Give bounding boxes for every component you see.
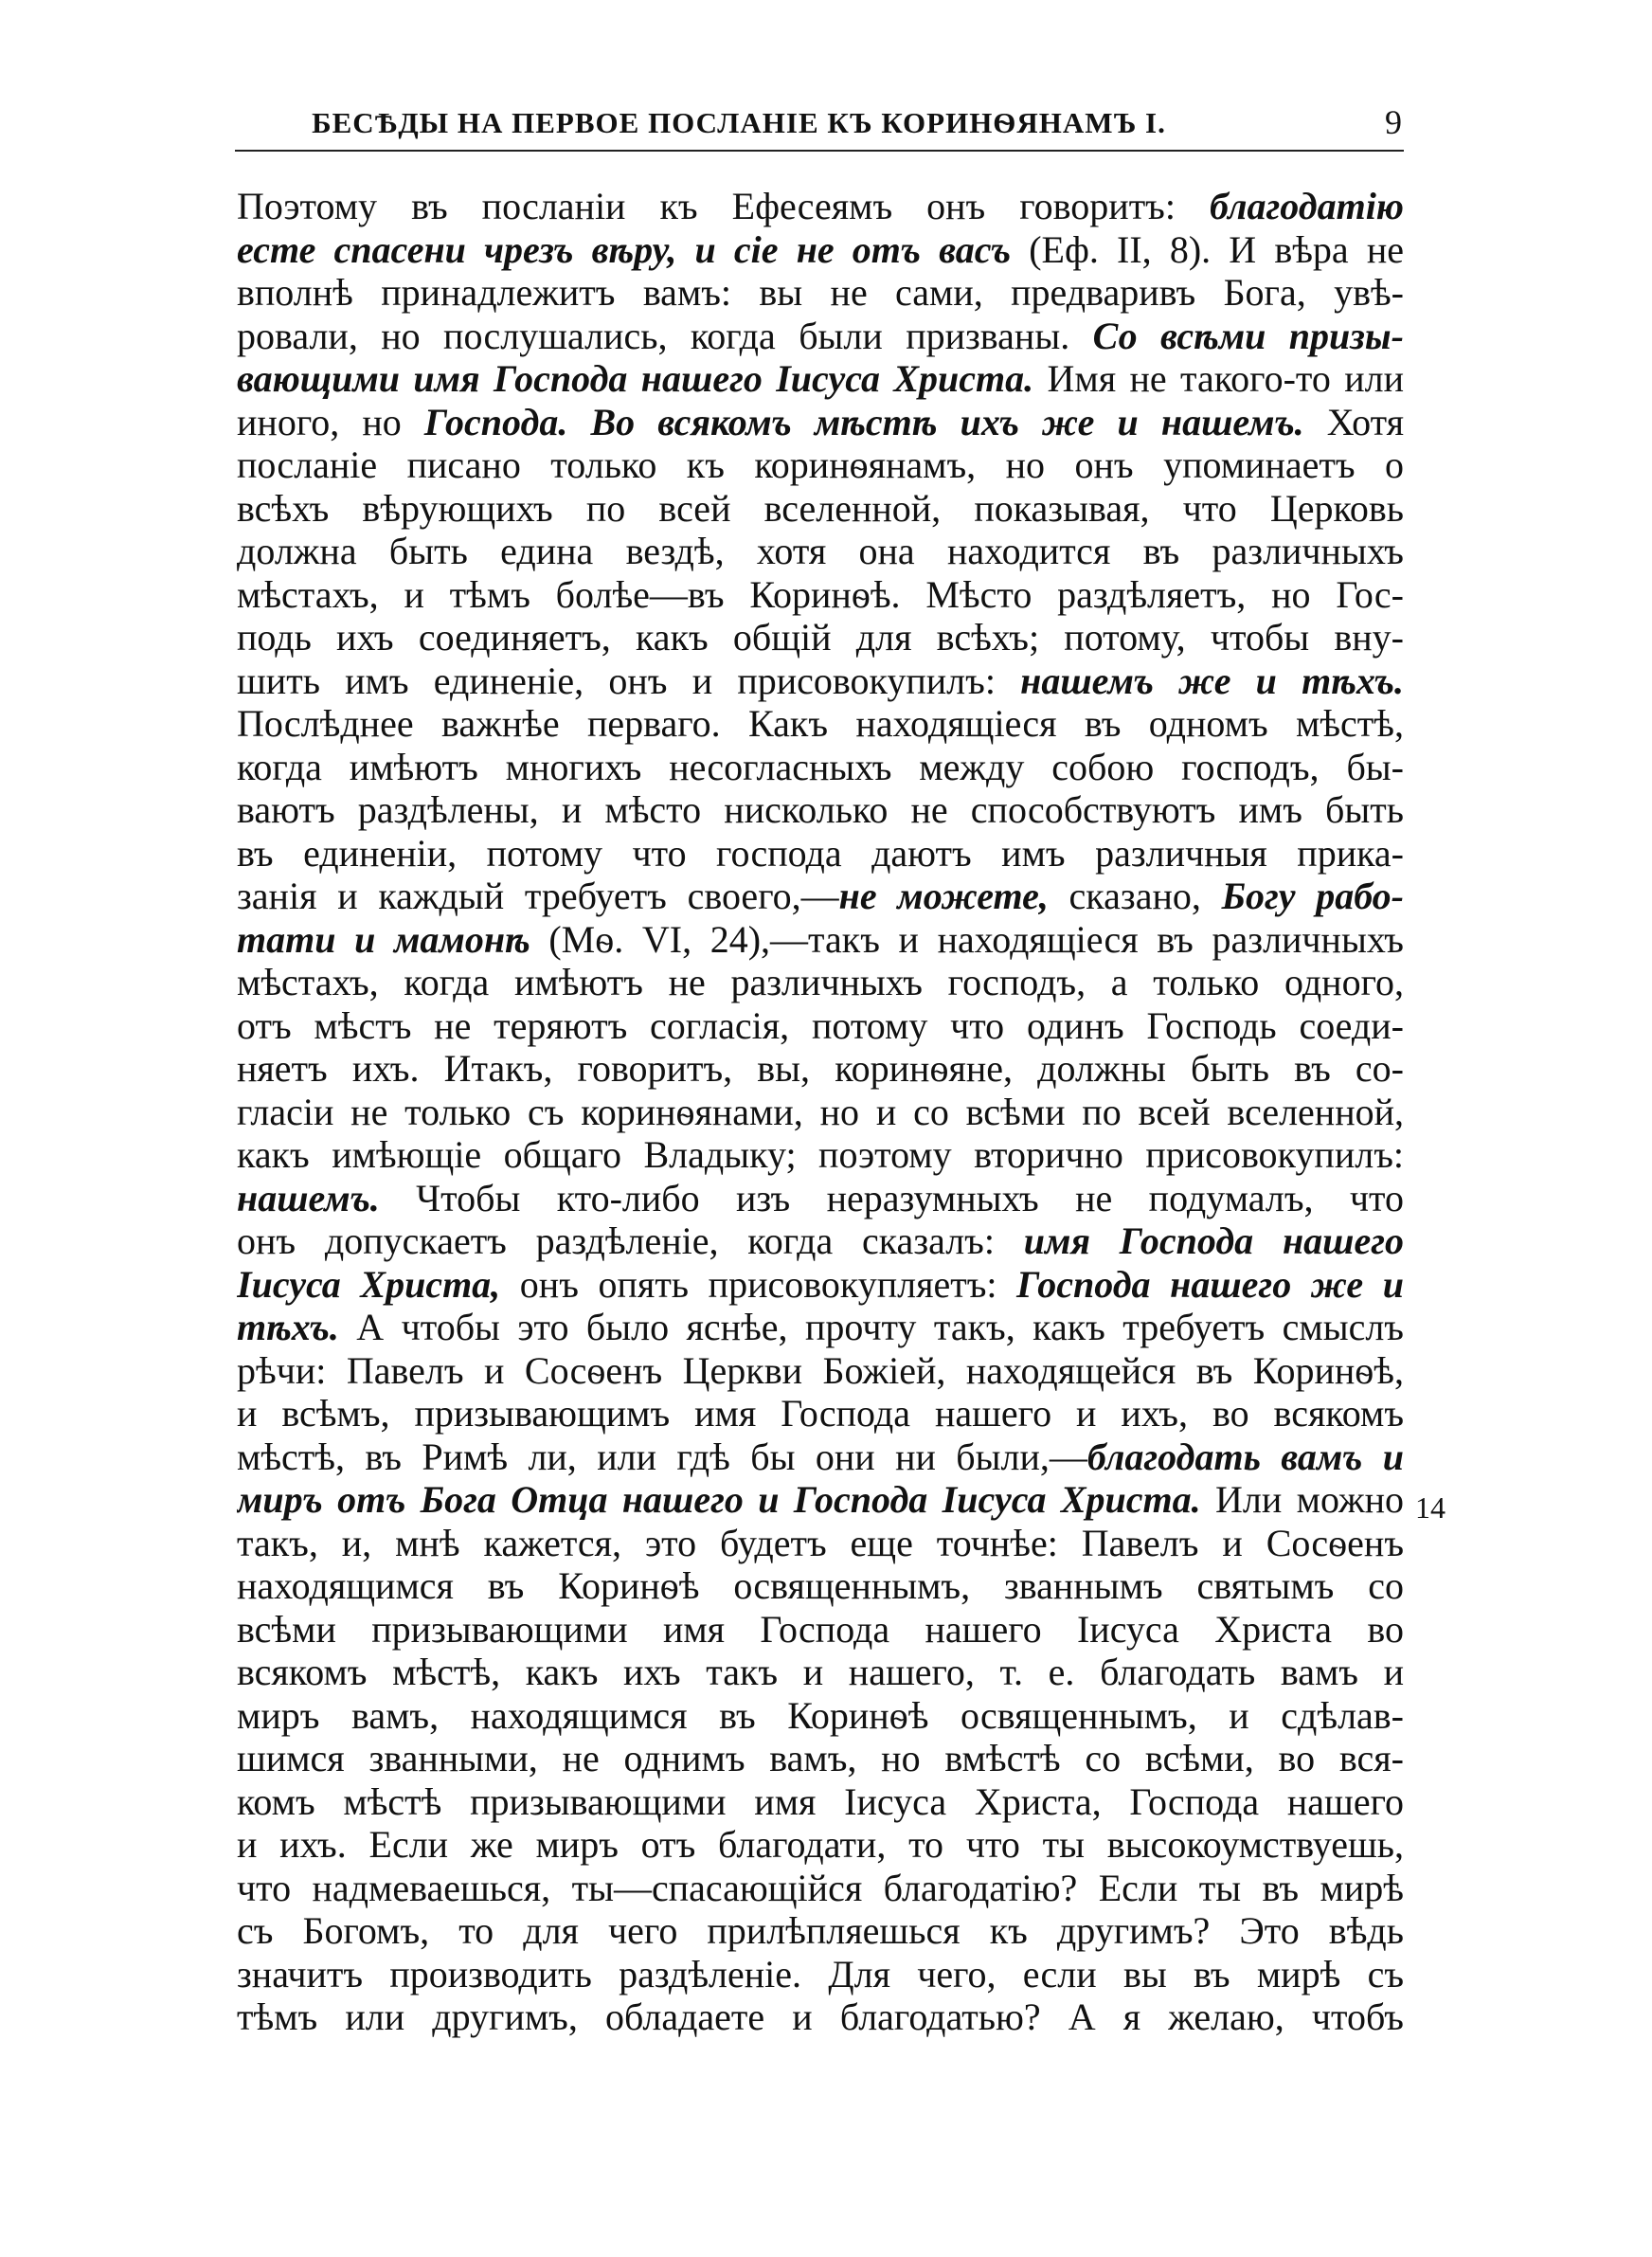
page-number: 9 [1385,103,1402,141]
italic-quote: нашемъ же и тѣхъ. [1020,659,1404,702]
text-run: шить имъ единеніе, онъ и присовокупилъ: [237,659,1021,702]
text-run: какъ имѣющіе общаго Владыку; поэтому вторично присовокупилъ: [237,1133,1404,1176]
text-run: мѣстѣ, въ Римѣ ли, или гдѣ бы они ни были,— [237,1435,1087,1478]
text-line [237,1522,1404,1565]
italic-quote: Господа. Во всякомъ мѣстѣ ихъ же и нашемъ. [423,400,1304,443]
text-line [237,1349,1404,1393]
italic-quote: Со всѣми призы- [1092,314,1404,357]
text-line [237,702,1404,746]
text-run: няетъ ихъ. Итакъ, говоритъ, вы, коринѳяне, должны быть въ со- [237,1047,1404,1090]
text-run: что надмеваешься, ты—спасающійся благодатію? Если ты въ мирѣ [237,1866,1404,1909]
text-line [237,832,1404,876]
page-header [237,103,1402,144]
italic-quote: нашемъ. [237,1176,380,1219]
text-line [237,1823,1404,1867]
text-run: отъ мѣстъ не теряютъ согласія, потому что одинъ Господь соеди- [237,1003,1404,1047]
text-line [237,1306,1404,1349]
text-run: съ Богомъ, то для чего прилѣпляешься къ другимъ? Это вѣдь [237,1909,1404,1952]
text-run: Имя не такого-то или [1033,357,1404,400]
text-run: должна быть едина вездѣ, хотя она находится въ различныхъ [237,530,1404,572]
text-line [237,315,1404,358]
running-title: БЕСѢДЫ НА ПЕРВОЕ ПОСЛАНІЕ КЪ КОРИНѲЯНАМЪ I. [312,106,1166,139]
italic-quote: благодатію [1210,185,1404,227]
text-line [237,1694,1404,1738]
italic-quote: не можете, [838,875,1049,917]
text-line [237,1219,1404,1263]
italic-quote: имя Господа нашего [1023,1219,1404,1262]
text-run: въ единеніи, потому что господа даютъ имъ различныя прика- [237,831,1404,875]
italic-quote: Богу рабо- [1221,875,1404,917]
text-line [237,1780,1404,1824]
text-line [237,659,1404,703]
text-line [237,1392,1404,1435]
text-line [237,1909,1404,1953]
text-line [237,1608,1404,1652]
text-run: мѣстахъ, и тѣмъ болѣе—въ Коринѳѣ. Мѣсто раздѣляетъ, но Гос- [237,572,1404,616]
text-line [237,616,1404,659]
text-run: всѣми призывающими имя Господа нашего Іисуса Христа во [237,1607,1404,1651]
text-run: такъ, и, мнѣ кажется, это будетъ еще точнѣе: Павелъ и Сосѳенъ [237,1521,1404,1564]
text-run: Поэтому въ посланіи къ Ефесеямъ онъ говоритъ: [237,185,1210,227]
text-line [237,401,1404,444]
text-run: комъ мѣстѣ призывающими имя Іисуса Христа, Господа нашего [237,1779,1404,1823]
text-run: подь ихъ соединяетъ, какъ общій для всѣхъ; потому, чтобы вну- [237,616,1404,659]
text-line [237,1435,1404,1479]
text-line [237,961,1404,1004]
text-line [237,1091,1404,1134]
text-line [237,1953,1404,1996]
text-run: шимся званными, не однимъ вамъ, но вмѣстѣ со всѣми, во вся- [237,1737,1404,1779]
text-line [237,228,1404,272]
text-run: онъ допускаетъ раздѣленіе, когда сказалъ: [237,1219,1024,1262]
text-line [237,875,1404,918]
text-line [237,1133,1404,1177]
text-run: онъ опять присовокупляетъ: [500,1262,1017,1306]
italic-quote: тѣхъ. [237,1306,339,1348]
text-line [237,443,1404,487]
text-line [237,1564,1404,1608]
text-line [237,573,1404,617]
text-run: иного, но [237,400,424,443]
italic-quote: миръ отъ Бога Отца нашего и Господа Іисуса Христа. [237,1478,1201,1521]
text-run: и всѣмъ, призывающимъ имя Господа нашего и ихъ, во всякомъ [237,1392,1404,1435]
text-run: мѣстахъ, когда имѣютъ не различныхъ господъ, а только одного, [237,961,1404,1003]
margin-note: 14 [1415,1490,1446,1525]
text-run: находящимся въ Коринѳѣ освященнымъ, званнымъ святымъ со [237,1564,1404,1607]
text-line [237,788,1404,832]
text-line [237,1737,1404,1780]
italic-quote: благодать вамъ и [1086,1435,1404,1478]
text-line [237,1263,1404,1307]
text-line [237,1177,1404,1220]
italic-quote: тати и мамонѣ [237,917,530,961]
text-run: Или можно [1200,1478,1404,1521]
italic-quote: вающими имя Господа нашего Іисуса Христа. [237,357,1034,400]
text-run: сказано, [1048,875,1222,917]
text-run: А чтобы это было яснѣе, прочту такъ, какъ требуетъ смыслъ [338,1306,1404,1348]
text-run: Хотя [1303,400,1404,443]
text-line [237,357,1404,401]
header-rule [235,150,1404,152]
text-run: занія и каждый требуетъ своего,— [237,875,839,917]
text-line [237,1047,1404,1091]
italic-quote: Іисуса Христа, [237,1262,501,1306]
text-line [237,1995,1404,2039]
text-run: и ихъ. Если же миръ отъ благодати, то что ты высокоумствуешь, [237,1823,1404,1866]
text-run: ровали, но послушались, когда были призваны. [237,314,1093,357]
text-line [237,271,1404,315]
text-run: гласіи не только съ коринѳянами, но и со всѣми по всей вселенной, [237,1090,1404,1133]
text-run: (Еф. II, 8). И вѣра не [1011,227,1404,271]
text-run: всѣхъ вѣрующихъ по всей вселенной, показывая, что Церковь [237,486,1404,530]
text-run: миръ вамъ, находящимся въ Коринѳѣ освященнымъ, и сдѣлав- [237,1693,1404,1737]
text-run: (Мѳ. VI, 24),—такъ и находящіеся въ различныхъ [530,917,1404,961]
text-line [237,1867,1404,1910]
text-run: Чтобы кто-либо изъ неразумныхъ не подумалъ, что [379,1176,1404,1219]
text-run: Послѣднее важнѣе перваго. Какъ находящіеся въ одномъ мѣстѣ, [237,702,1404,745]
text-line [237,1478,1404,1522]
text-run: рѣчи: Павелъ и Сосѳенъ Церкви Божіей, находящейся въ Коринѳѣ, [237,1348,1404,1392]
italic-quote: есте спасени чрезъ вѣру, и сіе не отъ васъ [237,227,1012,271]
text-run: ваютъ раздѣлены, и мѣсто нисколько не способствуютъ имъ быть [237,788,1404,831]
text-line [237,1004,1404,1048]
text-line [237,1651,1404,1694]
text-line [237,530,1404,573]
text-line [237,185,1404,228]
text-run: всякомъ мѣстѣ, какъ ихъ такъ и нашего, т. е. благодать вамъ и [237,1651,1404,1693]
text-run: посланіе писано только къ коринѳянамъ, но онъ упоминаетъ о [237,443,1404,486]
body-text [237,185,1404,2039]
text-run: тѣмъ или другимъ, обладаете и благодатью? А я желаю, чтобъ [237,1995,1404,2038]
text-line [237,918,1404,962]
text-run: когда имѣютъ многихъ несогласныхъ между собою господъ, бы- [237,745,1404,788]
text-line [237,746,1404,789]
italic-quote: Господа нашего же и [1016,1262,1404,1306]
text-run: вполнѣ принадлежитъ вамъ: вы не сами, предваривъ Бога, увѣ- [237,271,1404,314]
text-run: значитъ производить раздѣленіе. Для чего, если вы въ мирѣ съ [237,1952,1404,1995]
text-line [237,487,1404,531]
